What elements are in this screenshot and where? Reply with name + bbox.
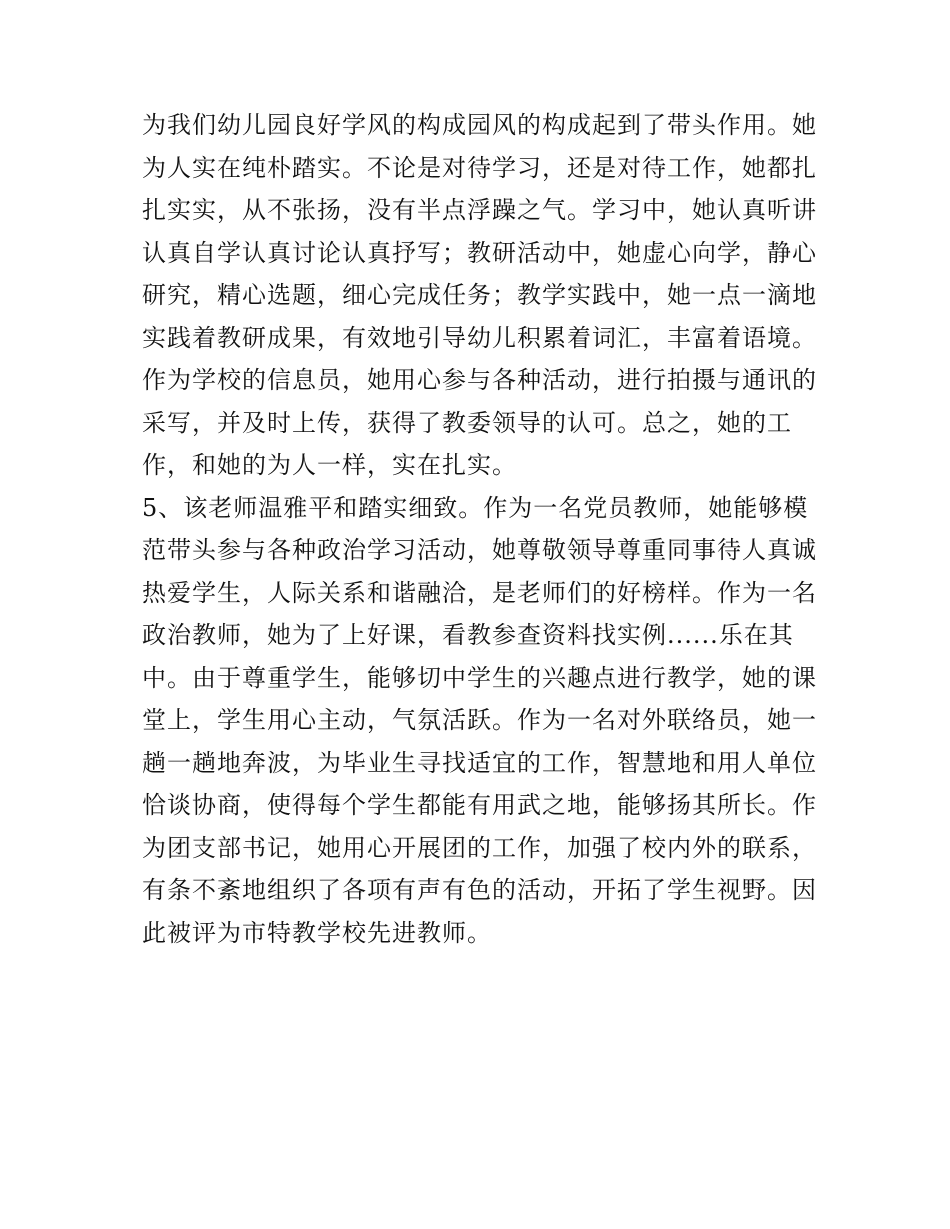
text-line: 采写，并及时上传，获得了教委领导的认可。总之，她的工 xyxy=(142,408,792,437)
body-text xyxy=(142,104,822,954)
text-line: 趟一趟地奔波，为毕业生寻找适宜的工作，智慧地和用人单位 xyxy=(142,748,817,777)
text-line: 实践着教研成果，有效地引导幼儿积累着词汇，丰富着语境。 xyxy=(142,323,817,352)
text-line: 此被评为市特教学校先进教师。 xyxy=(142,918,492,947)
text-line: 为团支部书记，她用心开展团的工作，加强了校内外的联系， xyxy=(142,833,817,862)
text-line: 堂上，学生用心主动，气氛活跃。作为一名对外联络员，她一 xyxy=(142,706,817,734)
text-line: 政治教师，她为了上好课，看教参查资料找实例......乐在其 xyxy=(142,621,794,649)
text-line: 研究，精心选题，细心完成任务；教学实践中，她一点一滴地 xyxy=(142,281,817,309)
text-line: 认真自学认真讨论认真抒写；教研活动中，她虚心向学，静心 xyxy=(142,238,817,267)
text-line: 5、该老师温雅平和踏实细致。作为一名党员教师，她能够模 xyxy=(142,493,809,522)
text-line: 作，和她的为人一样，实在扎实。 xyxy=(142,451,517,479)
text-line: 为我们幼儿园良好学风的构成园风的构成起到了带头作用。她 xyxy=(142,111,817,139)
text-line: 为人实在纯朴踏实。不论是对待学习，还是对待工作，她都扎 xyxy=(142,153,817,182)
text-line: 范带头参与各种政治学习活动，她尊敬领导尊重同事待人真诚 xyxy=(142,536,817,564)
text-line: 扎实实，从不张扬，没有半点浮躁之气。学习中，她认真听讲 xyxy=(142,196,817,224)
text-line: 有条不紊地组织了各项有声有色的活动，开拓了学生视野。因 xyxy=(142,876,817,904)
text-line: 作为学校的信息员，她用心参与各种活动，进行拍摄与通讯的 xyxy=(142,366,817,394)
text-line: 恰谈协商，使得每个学生都能有用武之地，能够扬其所长。作 xyxy=(142,791,817,819)
text-line: 中。由于尊重学生，能够切中学生的兴趣点进行教学，她的课 xyxy=(142,663,817,692)
text-line: 热爱学生，人际关系和谐融洽，是老师们的好榜样。作为一名 xyxy=(142,578,817,607)
